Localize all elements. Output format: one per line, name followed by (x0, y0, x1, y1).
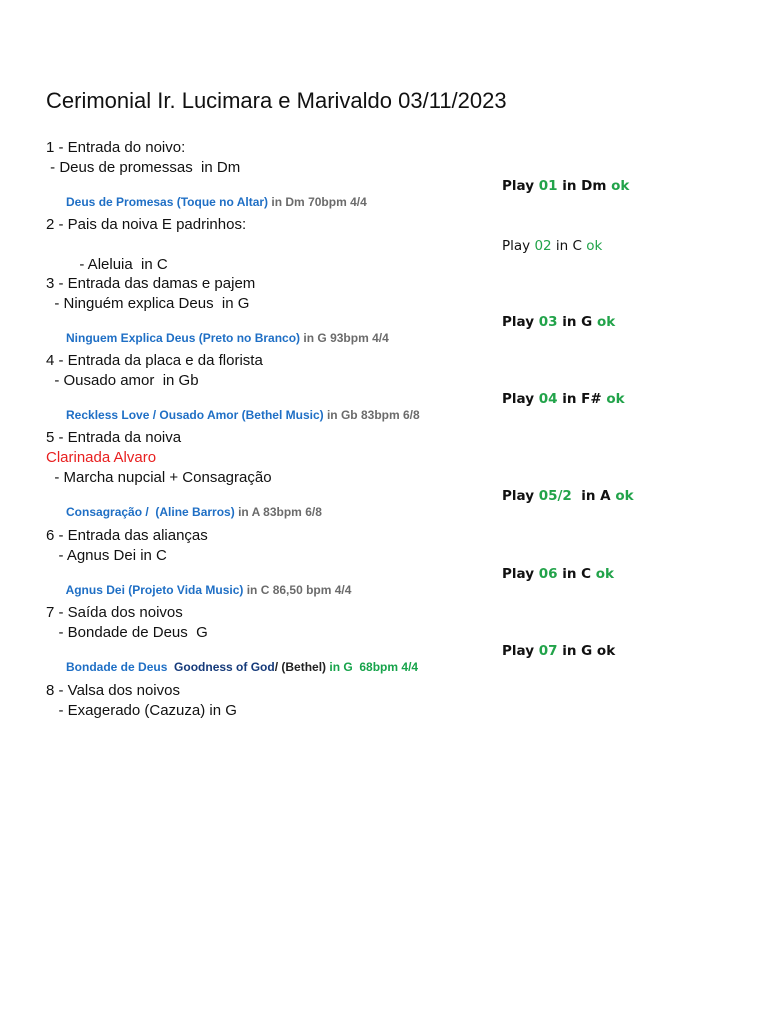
play-label: Play (502, 643, 539, 659)
program-item-4 (46, 351, 746, 422)
item-highlight: Clarinada Alvaro (46, 449, 157, 466)
play-label: Play (502, 238, 535, 254)
song-reference (46, 566, 746, 597)
song-reference (46, 391, 746, 422)
program-item-2 (46, 215, 746, 273)
play-key: in C (557, 566, 596, 582)
play-key: in G ok (557, 643, 616, 659)
play-instruction (502, 314, 615, 330)
reference-info: in Dm 70bpm 4/4 (268, 195, 367, 209)
item-song: - Ninguém explica Deus in G (46, 295, 250, 312)
page-title: Cerimonial Ir. Lucimara e Marivaldo 03/11/2023 (46, 88, 507, 113)
reference-title: Ninguem Explica Deus (Preto no Branco) (66, 331, 301, 345)
song-reference (46, 178, 746, 209)
item-song: - Exagerado (Cazuza) in G (46, 702, 237, 719)
play-number: 07 (538, 643, 558, 659)
item-song: - Deus de promessas in Dm (46, 159, 241, 176)
play-key: in G (557, 314, 597, 330)
play-label: Play (502, 391, 539, 407)
reference-info: in G 93bpm 4/4 (300, 331, 389, 345)
song-reference (46, 488, 746, 519)
program-item-8 (46, 681, 746, 721)
reference-info: in C 86,50 bpm 4/4 (243, 583, 352, 597)
play-status: ok (606, 391, 625, 407)
item-song: - Ousado amor in Gb (46, 372, 199, 389)
reference-title: Reckless Love / Ousado Amor (Bethel Music) (66, 408, 324, 422)
play-key: in F# (557, 391, 607, 407)
reference-artist: / (Bethel) (274, 660, 327, 674)
reference-info: in Gb 83bpm 6/8 (323, 408, 420, 422)
program-item-1 (46, 138, 746, 209)
play-number: 04 (538, 391, 558, 407)
play-number: 03 (538, 314, 558, 330)
reference-title: Deus de Promesas (Toque no Altar) (66, 195, 269, 209)
item-song: - Aleluia in C (71, 256, 168, 273)
play-instruction (502, 488, 634, 504)
play-key: in A (571, 488, 616, 504)
item-song: - Agnus Dei in C (46, 547, 167, 564)
reference-title: Consagração / (Aline Barros) (66, 505, 235, 519)
play-number: 05/2 (538, 488, 572, 504)
item-heading: 5 - Entrada da noiva (46, 429, 182, 446)
play-label: Play (502, 488, 539, 504)
play-status: ok (611, 178, 630, 194)
item-heading: 1 - Entrada do noivo: (46, 139, 186, 156)
play-status: ok (595, 566, 615, 582)
item-heading: 3 - Entrada das damas e pajem (46, 275, 256, 292)
play-number: 01 (538, 178, 558, 194)
program-item-6 (46, 526, 746, 597)
play-number: 02 (534, 238, 552, 254)
item-heading: 6 - Entrada das alianças (46, 527, 208, 544)
reference-title: Agnus Dei (Projeto Vida Music) (65, 583, 244, 597)
program-item-3 (46, 274, 746, 345)
item-song: - Marcha nupcial + Consagração (46, 469, 272, 486)
reference-title-english: Goodness of God (170, 660, 275, 674)
play-status: ok (586, 238, 603, 254)
reference-info: in A 83bpm 6/8 (234, 505, 322, 519)
play-number: 06 (538, 566, 558, 582)
item-heading: 2 - Pais da noiva E padrinhos: (46, 216, 247, 233)
play-instruction (502, 178, 629, 194)
item-heading: 7 - Saída dos noivos (46, 604, 183, 621)
play-status: ok (596, 314, 616, 330)
play-instruction (502, 391, 625, 407)
item-heading: 4 - Entrada da placa e da florista (46, 352, 263, 369)
play-status: ok (615, 488, 634, 504)
item-song-row (46, 235, 746, 273)
play-instruction (502, 643, 615, 659)
item-song: - Bondade de Deus G (46, 624, 208, 641)
program-item-7 (46, 603, 746, 674)
song-reference (46, 643, 746, 674)
play-key: in C (551, 238, 587, 254)
play-key: in Dm (557, 178, 612, 194)
song-reference (46, 314, 746, 345)
play-label: Play (502, 314, 539, 330)
program-item-5 (46, 428, 746, 519)
play-instruction (502, 236, 602, 256)
item-heading: 8 - Valsa dos noivos (46, 682, 180, 699)
reference-title: Bondade de Deus (66, 660, 171, 674)
play-label: Play (502, 178, 539, 194)
play-instruction (502, 566, 614, 582)
play-label: Play (502, 566, 539, 582)
reference-info: in G 68bpm 4/4 (326, 660, 419, 674)
